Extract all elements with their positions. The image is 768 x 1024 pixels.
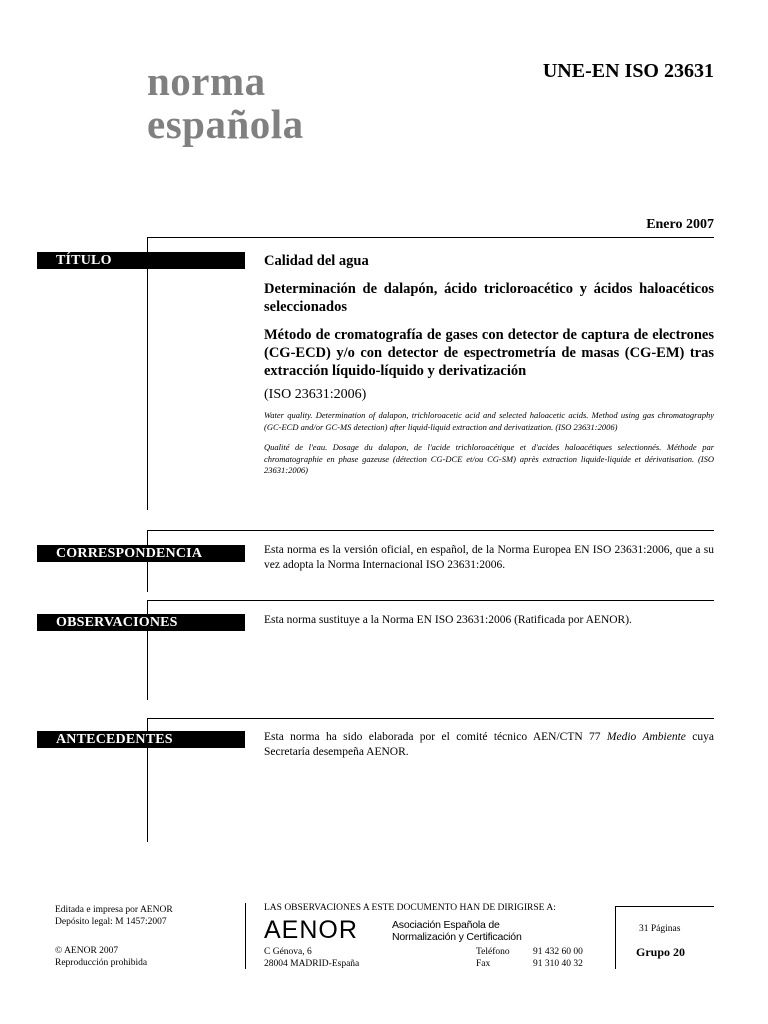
aenor-subtitle xyxy=(392,919,522,943)
footer-contact-labels xyxy=(476,946,510,970)
brand-title xyxy=(147,60,304,146)
footer-reproduction: Reproducción prohibida xyxy=(55,958,148,968)
footer-fax-number: 91 310 40 32 xyxy=(533,959,583,969)
page-count: 31 Páginas xyxy=(639,924,681,934)
titulo-label: TÍTULO xyxy=(37,252,245,269)
footer-contact-numbers xyxy=(533,946,583,970)
titulo-top-rule xyxy=(147,237,714,238)
footer-observations-notice: LAS OBSERVACIONES A ESTE DOCUMENTO HAN DE DIRIGIRSE A: xyxy=(264,903,556,913)
observaciones-top-rule xyxy=(147,600,714,601)
correspondencia-text: Esta norma es la versión oficial, en español, de la Norma Europea EN ISO 23631:2006, que a su vez adopta la Norma Internacional ISO 23631:2006. xyxy=(264,544,714,571)
correspondencia-top-rule xyxy=(147,530,714,531)
titulo-iso-ref: (ISO 23631:2006) xyxy=(264,387,367,402)
antecedentes-text-after: cuya Secretaría desempeña AENOR. xyxy=(264,731,714,758)
footer-edited-by: Editada e impresa por AENOR xyxy=(55,905,173,915)
observaciones-text: Esta norma sustituye a la Norma EN ISO 23631:2006 (Ratificada por AENOR). xyxy=(264,614,632,626)
footer-phone-label: Teléfono xyxy=(476,947,510,957)
footer-fax-label: Fax xyxy=(476,959,491,969)
antecedentes-committee-name: Medio Ambiente xyxy=(606,731,686,743)
footer-edition xyxy=(55,904,173,928)
correspondencia-label: CORRESPONDENCIA xyxy=(37,545,245,562)
aenor-subtitle-line-2: Normalización y Certificación xyxy=(392,931,522,943)
antecedentes-text xyxy=(264,730,714,760)
titulo-heading-2: Determinación de dalapón, ácido tricloroacético y ácidos haloacéticos seleccionados xyxy=(264,281,714,315)
brand-line-1: norma xyxy=(147,58,266,104)
publication-date: Enero 2007 xyxy=(646,217,714,232)
titulo-english: Water quality. Determination of dalapon, trichloroacetic acid and selected haloacetic acids. Method using gas chromatography (GC-ECD and/or GC-MS detection) after liquid-liquid extraction and derivatization. (ISO 23631:2006) xyxy=(264,410,714,432)
footer-address-city: 28004 MADRID-España xyxy=(264,959,360,969)
antecedentes-text-before: Esta norma ha sido elaborada por el comité técnico AEN/CTN 77 xyxy=(264,731,607,743)
footer-address xyxy=(264,946,359,970)
footer-copyright-line: © AENOR 2007 xyxy=(55,946,119,956)
titulo-french: Qualité de l'eau. Dosage du dalapon, de l'acide trichloroacétique et d'acides haloacétiques selectionnés. Méthode par chromatographie en phase gazeuse (détection CG-DCE et/ou CG-SM) après extraction liquide-liquide et dérivatisation. (ISO 23631:2006) xyxy=(264,442,714,475)
titulo-content xyxy=(264,252,714,477)
titulo-vertical-rule xyxy=(147,237,148,510)
footer-divider-left xyxy=(245,903,246,969)
footer-group-rule xyxy=(616,906,714,907)
antecedentes-label: ANTECEDENTES xyxy=(37,731,245,748)
titulo-heading-1: Calidad del agua xyxy=(264,253,369,269)
footer-divider-right xyxy=(615,906,616,969)
observaciones-label: OBSERVACIONES xyxy=(37,614,245,631)
brand-line-2: española xyxy=(147,101,304,147)
price-group: Grupo 20 xyxy=(636,945,686,959)
aenor-subtitle-line-1: Asociación Española de xyxy=(392,919,500,931)
standard-code: UNE-EN ISO 23631 xyxy=(542,60,714,82)
titulo-heading-3: Método de cromatografía de gases con detector de captura de electrones (CG-ECD) y/o con detector de espectrometría de masas (CG-EM) tras extracción líquido-líquido y derivatización xyxy=(264,327,714,379)
footer-copyright xyxy=(55,945,147,969)
antecedentes-top-rule xyxy=(147,718,714,719)
footer-address-street: C Génova, 6 xyxy=(264,947,312,957)
footer-legal-deposit: Depósito legal: M 1457:2007 xyxy=(55,917,167,927)
footer-phone-number: 91 432 60 00 xyxy=(533,947,583,957)
aenor-logo: AENOR xyxy=(264,916,358,944)
